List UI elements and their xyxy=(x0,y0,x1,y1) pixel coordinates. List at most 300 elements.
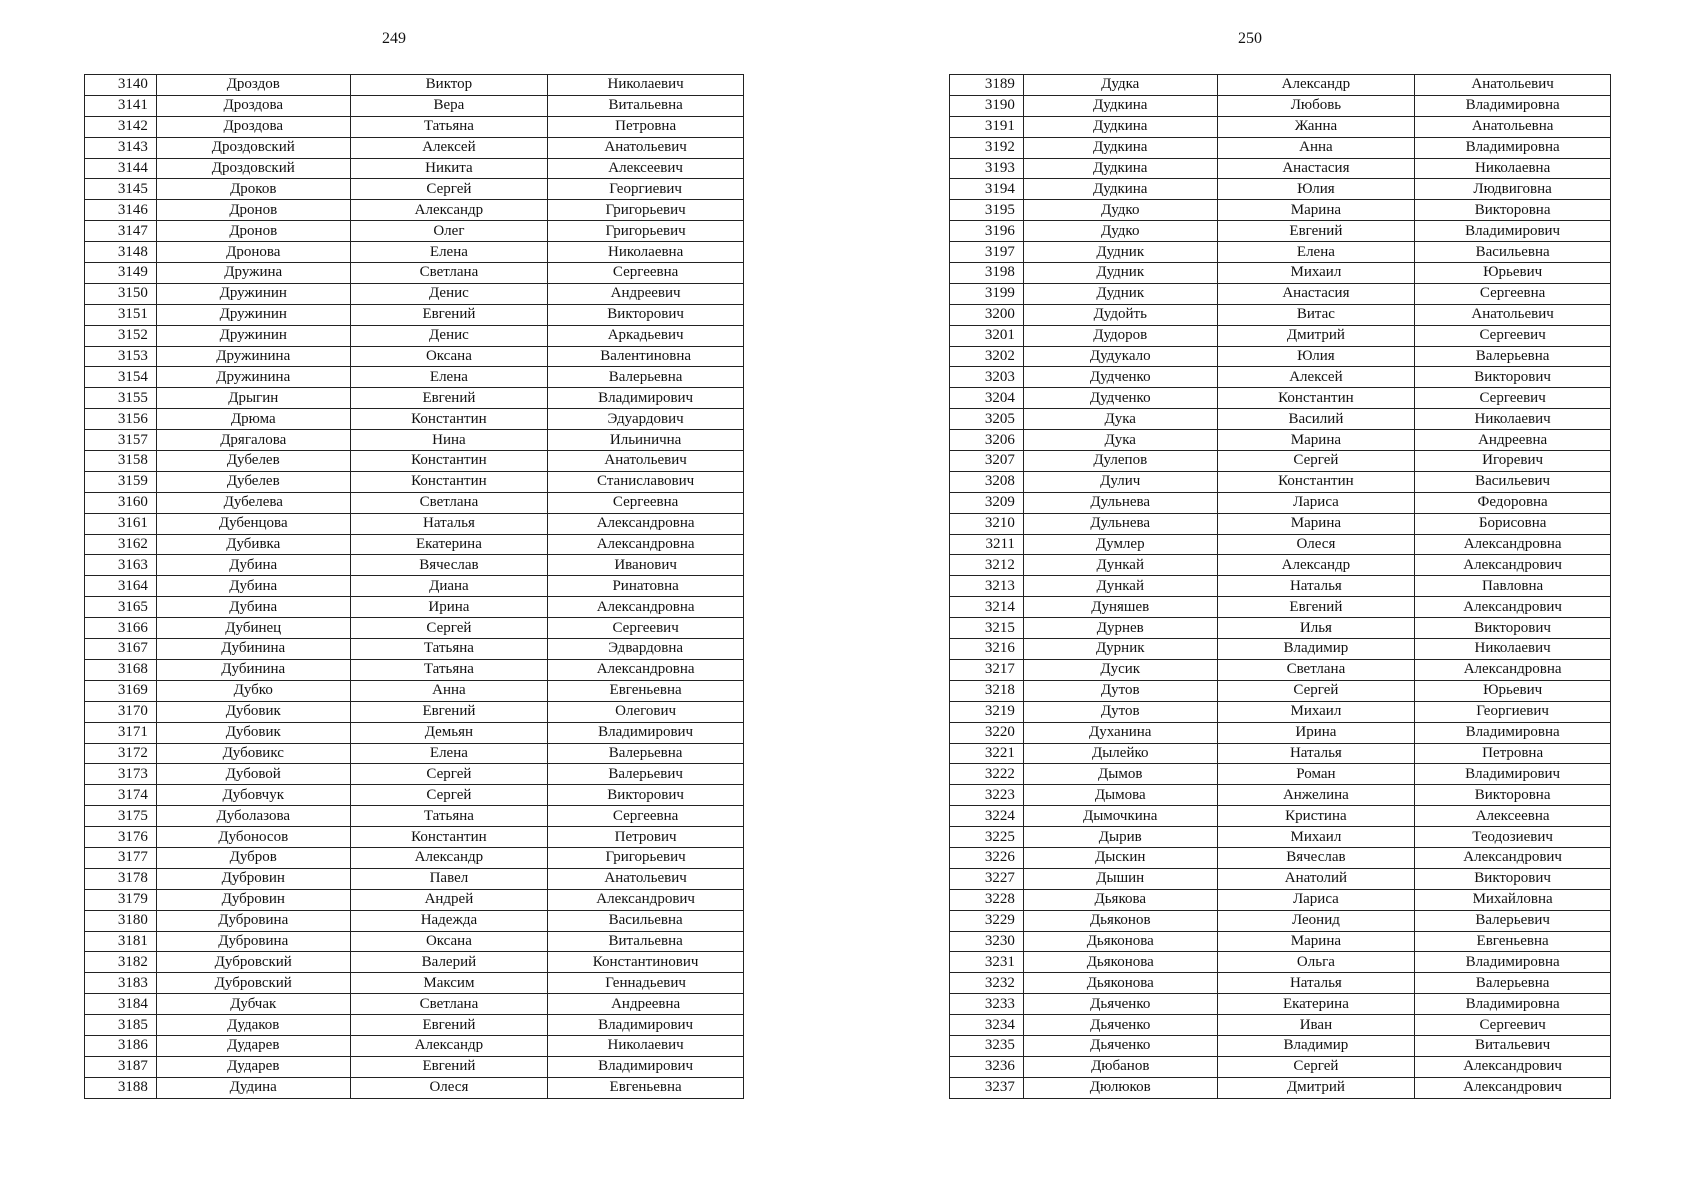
patronymic-cell: Александровна xyxy=(1415,659,1611,680)
patronymic-cell: Анатольевич xyxy=(1415,75,1611,96)
record-number-cell: 3209 xyxy=(950,492,1024,513)
first-name-cell: Вера xyxy=(350,95,548,116)
last-name-cell: Дударев xyxy=(156,1035,350,1056)
table-row xyxy=(950,242,1611,263)
last-name-cell: Дубина xyxy=(156,597,350,618)
table-row xyxy=(85,346,744,367)
patronymic-cell: Валерьевич xyxy=(1415,910,1611,931)
record-number-cell: 3220 xyxy=(950,722,1024,743)
table-row xyxy=(950,75,1611,96)
last-name-cell: Дубров xyxy=(156,847,350,868)
table-row xyxy=(85,95,744,116)
patronymic-cell: Валерьевна xyxy=(1415,346,1611,367)
patronymic-cell: Алексеевич xyxy=(548,158,744,179)
first-name-cell: Сергей xyxy=(350,618,548,639)
first-name-cell: Александр xyxy=(1217,75,1415,96)
first-name-cell: Евгений xyxy=(1217,597,1415,618)
table-row xyxy=(85,513,744,534)
last-name-cell: Дружинин xyxy=(156,283,350,304)
table-row xyxy=(950,471,1611,492)
last-name-cell: Дудоров xyxy=(1023,325,1217,346)
patronymic-cell: Павловна xyxy=(1415,576,1611,597)
first-name-cell: Светлана xyxy=(350,263,548,284)
record-number-cell: 3197 xyxy=(950,242,1024,263)
last-name-cell: Духанина xyxy=(1023,722,1217,743)
first-name-cell: Михаил xyxy=(1217,701,1415,722)
patronymic-cell: Владимирович xyxy=(548,1056,744,1077)
last-name-cell: Дулепов xyxy=(1023,451,1217,472)
table-row xyxy=(85,492,744,513)
table-row xyxy=(950,409,1611,430)
record-number-cell: 3164 xyxy=(85,576,157,597)
table-row xyxy=(950,889,1611,910)
record-number-cell: 3161 xyxy=(85,513,157,534)
record-number-cell: 3158 xyxy=(85,451,157,472)
first-name-cell: Екатерина xyxy=(1217,994,1415,1015)
last-name-cell: Дурник xyxy=(1023,639,1217,660)
patronymic-cell: Викторович xyxy=(1415,618,1611,639)
record-number-cell: 3235 xyxy=(950,1035,1024,1056)
table-row xyxy=(85,263,744,284)
first-name-cell: Денис xyxy=(350,283,548,304)
first-name-cell: Анна xyxy=(1217,137,1415,158)
patronymic-cell: Валентиновна xyxy=(548,346,744,367)
first-name-cell: Дмитрий xyxy=(1217,325,1415,346)
record-number-cell: 3222 xyxy=(950,764,1024,785)
patronymic-cell: Викторовна xyxy=(1415,785,1611,806)
first-name-cell: Евгений xyxy=(350,1015,548,1036)
table-row xyxy=(950,451,1611,472)
first-name-cell: Евгений xyxy=(350,388,548,409)
last-name-cell: Дудченко xyxy=(1023,388,1217,409)
first-name-cell: Александр xyxy=(350,200,548,221)
record-number-cell: 3207 xyxy=(950,451,1024,472)
first-name-cell: Оксана xyxy=(350,931,548,952)
last-name-cell: Дука xyxy=(1023,409,1217,430)
record-number-cell: 3223 xyxy=(950,785,1024,806)
record-number-cell: 3157 xyxy=(85,430,157,451)
patronymic-cell: Юрьевич xyxy=(1415,680,1611,701)
last-name-cell: Дьяконова xyxy=(1023,952,1217,973)
table-row xyxy=(950,910,1611,931)
record-number-cell: 3206 xyxy=(950,430,1024,451)
last-name-cell: Дырив xyxy=(1023,827,1217,848)
first-name-cell: Евгений xyxy=(350,701,548,722)
record-number-cell: 3228 xyxy=(950,889,1024,910)
last-name-cell: Дубровина xyxy=(156,910,350,931)
last-name-cell: Дышин xyxy=(1023,868,1217,889)
patronymic-cell: Игоревич xyxy=(1415,451,1611,472)
record-number-cell: 3191 xyxy=(950,116,1024,137)
first-name-cell: Сергей xyxy=(350,179,548,200)
table-row xyxy=(85,680,744,701)
first-name-cell: Андрей xyxy=(350,889,548,910)
table-row xyxy=(85,534,744,555)
first-name-cell: Елена xyxy=(1217,242,1415,263)
table-row xyxy=(85,325,744,346)
first-name-cell: Надежда xyxy=(350,910,548,931)
first-name-cell: Татьяна xyxy=(350,806,548,827)
first-name-cell: Анжелина xyxy=(1217,785,1415,806)
record-number-cell: 3154 xyxy=(85,367,157,388)
record-number-cell: 3233 xyxy=(950,994,1024,1015)
patronymic-cell: Александрович xyxy=(1415,597,1611,618)
patronymic-cell: Владимировна xyxy=(1415,952,1611,973)
record-number-cell: 3237 xyxy=(950,1077,1024,1098)
table-row xyxy=(950,116,1611,137)
patronymic-cell: Александрович xyxy=(1415,1056,1611,1077)
patronymic-cell: Александрович xyxy=(1415,847,1611,868)
patronymic-cell: Сергеевна xyxy=(548,806,744,827)
first-name-cell: Павел xyxy=(350,868,548,889)
table-row xyxy=(950,722,1611,743)
table-row xyxy=(950,743,1611,764)
patronymic-cell: Владимировна xyxy=(1415,722,1611,743)
patronymic-cell: Владимировна xyxy=(1415,95,1611,116)
patronymic-cell: Васильевна xyxy=(548,910,744,931)
patronymic-cell: Станиславович xyxy=(548,471,744,492)
record-number-cell: 3177 xyxy=(85,847,157,868)
table-row xyxy=(85,889,744,910)
patronymic-cell: Петровна xyxy=(1415,743,1611,764)
last-name-cell: Дюлюков xyxy=(1023,1077,1217,1098)
patronymic-cell: Александровна xyxy=(548,659,744,680)
patronymic-cell: Анатольевич xyxy=(548,451,744,472)
table-row xyxy=(85,1035,744,1056)
table-row xyxy=(950,325,1611,346)
first-name-cell: Константин xyxy=(350,451,548,472)
patronymic-cell: Александрович xyxy=(548,889,744,910)
patronymic-cell: Евгеньевна xyxy=(1415,931,1611,952)
record-number-cell: 3184 xyxy=(85,994,157,1015)
record-number-cell: 3166 xyxy=(85,618,157,639)
table-row xyxy=(85,471,744,492)
last-name-cell: Дроздовский xyxy=(156,137,350,158)
last-name-cell: Дуболазова xyxy=(156,806,350,827)
last-name-cell: Дубинина xyxy=(156,659,350,680)
register-table xyxy=(949,74,1611,1099)
last-name-cell: Дутов xyxy=(1023,701,1217,722)
register-table xyxy=(84,74,744,1099)
last-name-cell: Дубивка xyxy=(156,534,350,555)
table-row xyxy=(950,263,1611,284)
last-name-cell: Дронова xyxy=(156,242,350,263)
table-row xyxy=(950,680,1611,701)
last-name-cell: Дьяченко xyxy=(1023,994,1217,1015)
first-name-cell: Сергей xyxy=(1217,680,1415,701)
first-name-cell: Оксана xyxy=(350,346,548,367)
last-name-cell: Дудкина xyxy=(1023,158,1217,179)
record-number-cell: 3193 xyxy=(950,158,1024,179)
record-number-cell: 3149 xyxy=(85,263,157,284)
last-name-cell: Дымова xyxy=(1023,785,1217,806)
last-name-cell: Дроздова xyxy=(156,116,350,137)
table-row xyxy=(950,827,1611,848)
record-number-cell: 3174 xyxy=(85,785,157,806)
last-name-cell: Дрюма xyxy=(156,409,350,430)
last-name-cell: Дьяконов xyxy=(1023,910,1217,931)
patronymic-cell: Валерьевна xyxy=(1415,973,1611,994)
record-number-cell: 3176 xyxy=(85,827,157,848)
record-number-cell: 3201 xyxy=(950,325,1024,346)
last-name-cell: Дульнева xyxy=(1023,492,1217,513)
first-name-cell: Анастасия xyxy=(1217,158,1415,179)
patronymic-cell: Васильевна xyxy=(1415,242,1611,263)
table-row xyxy=(85,430,744,451)
record-number-cell: 3145 xyxy=(85,179,157,200)
last-name-cell: Дронов xyxy=(156,221,350,242)
first-name-cell: Константин xyxy=(350,471,548,492)
patronymic-cell: Константинович xyxy=(548,952,744,973)
last-name-cell: Дубровин xyxy=(156,868,350,889)
last-name-cell: Дудаков xyxy=(156,1015,350,1036)
last-name-cell: Дубровин xyxy=(156,889,350,910)
table-row xyxy=(950,430,1611,451)
record-number-cell: 3140 xyxy=(85,75,157,96)
last-name-cell: Дудченко xyxy=(1023,367,1217,388)
record-number-cell: 3203 xyxy=(950,367,1024,388)
patronymic-cell: Владимирович xyxy=(548,1015,744,1036)
record-number-cell: 3189 xyxy=(950,75,1024,96)
record-number-cell: 3205 xyxy=(950,409,1024,430)
patronymic-cell: Андреевна xyxy=(548,994,744,1015)
patronymic-cell: Александровна xyxy=(548,513,744,534)
patronymic-cell: Анатольевич xyxy=(548,868,744,889)
table-row xyxy=(950,639,1611,660)
first-name-cell: Екатерина xyxy=(350,534,548,555)
first-name-cell: Константин xyxy=(1217,471,1415,492)
first-name-cell: Евгений xyxy=(350,1056,548,1077)
table-row xyxy=(950,534,1611,555)
patronymic-cell: Петрович xyxy=(548,827,744,848)
last-name-cell: Дылейко xyxy=(1023,743,1217,764)
patronymic-cell: Андреевич xyxy=(548,283,744,304)
patronymic-cell: Николаевич xyxy=(1415,409,1611,430)
table-row xyxy=(85,451,744,472)
table-row xyxy=(950,952,1611,973)
last-name-cell: Дубина xyxy=(156,555,350,576)
table-row xyxy=(950,931,1611,952)
table-row xyxy=(85,1077,744,1098)
table-row xyxy=(85,701,744,722)
last-name-cell: Дубовик xyxy=(156,722,350,743)
table-row xyxy=(950,367,1611,388)
record-number-cell: 3231 xyxy=(950,952,1024,973)
table-row xyxy=(85,952,744,973)
table-row xyxy=(85,388,744,409)
first-name-cell: Лариса xyxy=(1217,492,1415,513)
table-row xyxy=(85,409,744,430)
table-row xyxy=(85,179,744,200)
record-number-cell: 3178 xyxy=(85,868,157,889)
first-name-cell: Никита xyxy=(350,158,548,179)
record-number-cell: 3195 xyxy=(950,200,1024,221)
patronymic-cell: Анатольевич xyxy=(548,137,744,158)
last-name-cell: Дудник xyxy=(1023,242,1217,263)
last-name-cell: Дьяконова xyxy=(1023,973,1217,994)
first-name-cell: Леонид xyxy=(1217,910,1415,931)
last-name-cell: Дубелев xyxy=(156,471,350,492)
last-name-cell: Думлер xyxy=(1023,534,1217,555)
first-name-cell: Вячеслав xyxy=(350,555,548,576)
record-number-cell: 3147 xyxy=(85,221,157,242)
last-name-cell: Дружинина xyxy=(156,346,350,367)
last-name-cell: Дружинин xyxy=(156,325,350,346)
first-name-cell: Наталья xyxy=(1217,973,1415,994)
last-name-cell: Дудукало xyxy=(1023,346,1217,367)
record-number-cell: 3188 xyxy=(85,1077,157,1098)
patronymic-cell: Эдуардович xyxy=(548,409,744,430)
first-name-cell: Елена xyxy=(350,367,548,388)
last-name-cell: Дудник xyxy=(1023,263,1217,284)
last-name-cell: Дубелева xyxy=(156,492,350,513)
last-name-cell: Дьяченко xyxy=(1023,1015,1217,1036)
first-name-cell: Виктор xyxy=(350,75,548,96)
patronymic-cell: Александрович xyxy=(1415,555,1611,576)
patronymic-cell: Владимирович xyxy=(1415,764,1611,785)
table-row xyxy=(85,1015,744,1036)
first-name-cell: Василий xyxy=(1217,409,1415,430)
table-row xyxy=(950,868,1611,889)
patronymic-cell: Анатольевич xyxy=(1415,304,1611,325)
last-name-cell: Дуняшев xyxy=(1023,597,1217,618)
patronymic-cell: Ильинична xyxy=(548,430,744,451)
patronymic-cell: Александровна xyxy=(548,597,744,618)
first-name-cell: Светлана xyxy=(350,994,548,1015)
record-number-cell: 3230 xyxy=(950,931,1024,952)
patronymic-cell: Васильевич xyxy=(1415,471,1611,492)
patronymic-cell: Аркадьевич xyxy=(548,325,744,346)
table-row xyxy=(85,910,744,931)
first-name-cell: Александр xyxy=(1217,555,1415,576)
first-name-cell: Константин xyxy=(350,409,548,430)
record-number-cell: 3225 xyxy=(950,827,1024,848)
patronymic-cell: Юрьевич xyxy=(1415,263,1611,284)
last-name-cell: Дункай xyxy=(1023,555,1217,576)
first-name-cell: Кристина xyxy=(1217,806,1415,827)
record-number-cell: 3182 xyxy=(85,952,157,973)
first-name-cell: Евгений xyxy=(1217,221,1415,242)
record-number-cell: 3204 xyxy=(950,388,1024,409)
patronymic-cell: Витальевна xyxy=(548,95,744,116)
patronymic-cell: Сергеевна xyxy=(548,263,744,284)
first-name-cell: Олеся xyxy=(1217,534,1415,555)
table-row xyxy=(950,388,1611,409)
last-name-cell: Дудина xyxy=(156,1077,350,1098)
table-row xyxy=(85,283,744,304)
first-name-cell: Роман xyxy=(1217,764,1415,785)
patronymic-cell: Владимирович xyxy=(548,388,744,409)
record-number-cell: 3199 xyxy=(950,283,1024,304)
table-row xyxy=(950,806,1611,827)
patronymic-cell: Сергеевич xyxy=(548,618,744,639)
record-number-cell: 3200 xyxy=(950,304,1024,325)
record-number-cell: 3150 xyxy=(85,283,157,304)
table-row xyxy=(85,158,744,179)
table-row xyxy=(950,304,1611,325)
last-name-cell: Дусик xyxy=(1023,659,1217,680)
first-name-cell: Олег xyxy=(350,221,548,242)
first-name-cell: Михаил xyxy=(1217,263,1415,284)
table-row xyxy=(950,1015,1611,1036)
patronymic-cell: Александровна xyxy=(1415,534,1611,555)
last-name-cell: Дудойть xyxy=(1023,304,1217,325)
record-number-cell: 3156 xyxy=(85,409,157,430)
first-name-cell: Наталья xyxy=(1217,576,1415,597)
record-number-cell: 3196 xyxy=(950,221,1024,242)
table-row xyxy=(950,346,1611,367)
patronymic-cell: Андреевна xyxy=(1415,430,1611,451)
patronymic-cell: Витальевич xyxy=(1415,1035,1611,1056)
first-name-cell: Татьяна xyxy=(350,116,548,137)
record-number-cell: 3143 xyxy=(85,137,157,158)
first-name-cell: Анастасия xyxy=(1217,283,1415,304)
table-row xyxy=(85,827,744,848)
first-name-cell: Татьяна xyxy=(350,639,548,660)
last-name-cell: Дубина xyxy=(156,576,350,597)
record-number-cell: 3216 xyxy=(950,639,1024,660)
last-name-cell: Дружинина xyxy=(156,367,350,388)
table-row xyxy=(950,994,1611,1015)
patronymic-cell: Витальевна xyxy=(548,931,744,952)
table-row xyxy=(85,1056,744,1077)
first-name-cell: Александр xyxy=(350,847,548,868)
record-number-cell: 3169 xyxy=(85,680,157,701)
first-name-cell: Лариса xyxy=(1217,889,1415,910)
last-name-cell: Дроздова xyxy=(156,95,350,116)
patronymic-cell: Евгеньевна xyxy=(548,1077,744,1098)
first-name-cell: Марина xyxy=(1217,430,1415,451)
last-name-cell: Дьяконова xyxy=(1023,931,1217,952)
table-row xyxy=(85,75,744,96)
last-name-cell: Дымочкина xyxy=(1023,806,1217,827)
record-number-cell: 3163 xyxy=(85,555,157,576)
last-name-cell: Дружина xyxy=(156,263,350,284)
first-name-cell: Витас xyxy=(1217,304,1415,325)
patronymic-cell: Федоровна xyxy=(1415,492,1611,513)
last-name-cell: Дударев xyxy=(156,1056,350,1077)
table-row xyxy=(85,576,744,597)
table-row xyxy=(85,994,744,1015)
first-name-cell: Марина xyxy=(1217,931,1415,952)
table-row xyxy=(950,221,1611,242)
table-row xyxy=(85,764,744,785)
first-name-cell: Олеся xyxy=(350,1077,548,1098)
first-name-cell: Константин xyxy=(350,827,548,848)
table-row xyxy=(950,973,1611,994)
table-row xyxy=(950,555,1611,576)
record-number-cell: 3219 xyxy=(950,701,1024,722)
record-number-cell: 3153 xyxy=(85,346,157,367)
first-name-cell: Дмитрий xyxy=(1217,1077,1415,1098)
record-number-cell: 3152 xyxy=(85,325,157,346)
last-name-cell: Дубко xyxy=(156,680,350,701)
first-name-cell: Ольга xyxy=(1217,952,1415,973)
last-name-cell: Дубовчук xyxy=(156,785,350,806)
table-row xyxy=(85,722,744,743)
patronymic-cell: Викторович xyxy=(1415,868,1611,889)
last-name-cell: Дружинин xyxy=(156,304,350,325)
first-name-cell: Жанна xyxy=(1217,116,1415,137)
first-name-cell: Юлия xyxy=(1217,346,1415,367)
patronymic-cell: Сергеевич xyxy=(1415,1015,1611,1036)
patronymic-cell: Евгеньевна xyxy=(548,680,744,701)
last-name-cell: Дьяченко xyxy=(1023,1035,1217,1056)
record-number-cell: 3170 xyxy=(85,701,157,722)
patronymic-cell: Николаевич xyxy=(548,1035,744,1056)
record-number-cell: 3172 xyxy=(85,743,157,764)
last-name-cell: Дубинец xyxy=(156,618,350,639)
